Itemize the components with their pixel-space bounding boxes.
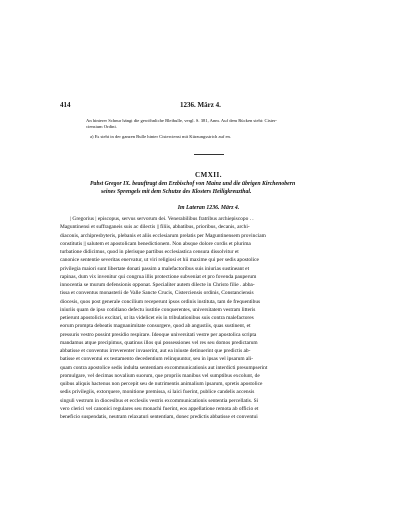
- running-header: [60, 101, 360, 111]
- body-line: rapinas, dum vix invenitur qui congrua illis protectione subveniat et pro fovenda pauperum: [60, 273, 257, 280]
- body-line: batisse et conventui ex testamento decedentium relinquuntur, seu in ipsas vel ipsarum ali-: [60, 356, 254, 363]
- footnote-1: [86, 118, 361, 130]
- body-line: diocesis, quos post generale concilium receperunt ipsos ordinis instituta, tam de frequentibus: [60, 298, 261, 305]
- body-line: tissa et conventus monasterii de Valle Sancte Crucis, Cisterciensis ordinis, Constanciensis: [60, 290, 254, 297]
- document-number: CMXII.: [195, 171, 222, 179]
- body-text: [60, 215, 360, 421]
- summary-line-1: Pabst Gregor IX. beauftragt den Erzbischof von Mainz und die übrigen Kirchenobern: [90, 181, 296, 187]
- body-line: constitutis || salutem et apostolicam benedictionem. Non absque dolore cordis et plurima: [60, 240, 251, 247]
- footnote-1-line-2: ciensium Ordini.: [86, 124, 117, 130]
- body-line: sedis privilegiis, extorquere, monitione premissa, si laici fuerint, publice candelis accensis: [60, 389, 255, 396]
- body-line: innocentia se murum defensionis opponat. Specialiter autem dilecte in Christo filie . abba-: [60, 282, 255, 288]
- body-line: canonice sententie severitas enervatur, ut viri religiosi et hii maxime qui per sedis apostolice: [60, 257, 259, 264]
- document-summary: [90, 181, 360, 196]
- body-line: pressuris vestro possint presidio respirare. Ideoque universitati vestre per apostolica scripta: [60, 331, 257, 338]
- body-line: iniuriis quam de ipso cotidiano defectu iustitie conquerentes, universitatem vestram litteris: [60, 306, 256, 313]
- body-line: Maguntinensi et suffraganeis suis ac dilectis || filiis, abbatibus, prioribus, decanis, archi-: [60, 224, 250, 231]
- footnote-2: a) Es steht in der ganzen Bulle hinter Cisterciensi mit Kürzungsstrich auf en.: [90, 134, 231, 139]
- page-number: 414: [60, 101, 71, 109]
- body-line: eorum prompta debeatis magnanimitate consurgere, quod ab angustiis, quas sustinent, et: [60, 323, 251, 330]
- section-divider: [194, 154, 224, 155]
- body-line: quibus aliquis hactenus non percepit seu de nutrimentis animalium ipsarum, spretis apostolice: [60, 381, 263, 387]
- body-line: mandamus atque precipimus, quatinus illos qui possessiones vel res seu domos predictarum: [60, 339, 258, 346]
- header-date: 1236. März 4.: [180, 101, 221, 109]
- body-line: singuli vestrum in diocesibus et ecclesiis vestris excommunicationis sententia percellatis. Si: [60, 397, 259, 404]
- dateline: Im Lateran 1236. März 4.: [177, 205, 240, 211]
- body-line: diaconis, archipresbyteris, plebanis et aliis ecclesiarum prelatis per Maguntinensem provinciam: [60, 232, 266, 239]
- body-line: abbatisse et conventus irreverenter invaserint, aut ea iniuste detinuerint que predictis ab-: [60, 348, 251, 354]
- footnote-1-line-1: An hinterer Schnur hängt die gewöhnliche Bleibulle, vergl. S. 381, Anm. Auf dem Rücken steht: Cister-: [86, 118, 277, 123]
- body-line: privilegia maiori sunt libertate donati passim a malefactoribus suis iniurias sustineant et: [60, 265, 250, 272]
- body-line: beneficio suspendatis, neutram relaxaturi sententiam, donec predictis abbatisse et conventui: [60, 414, 258, 420]
- body-line: vero clerici vel canonici regulares seu monachi fuerint, eos appellatione remota ab officio et: [60, 405, 259, 412]
- body-line: quam contra apostolice sedis indulta sententiam excommunicationis aut interdicti presumpserint: [60, 364, 268, 371]
- summary-line-2: seines Sprengels mit dem Schutze des Klosters Heiligkreuzthal.: [101, 188, 252, 195]
- body-line: petierunt apostolicis excitari, ut ita videlicet eis in tribulationibus suis contra malefactores: [60, 315, 254, 321]
- body-line: promulgare, vel decimas novalium suorum, que propriis manibus vel sumptibus excolunt, de: [60, 372, 260, 379]
- body-line: turbatione didicimus, quod in plerisque partibus ecclesiastica censura dissolvitur et: [60, 249, 239, 255]
- body-line: | Gregorius | episcopus, servus servorum dei. Venerabilibus fratribus archiepiscopo . .: [70, 216, 254, 222]
